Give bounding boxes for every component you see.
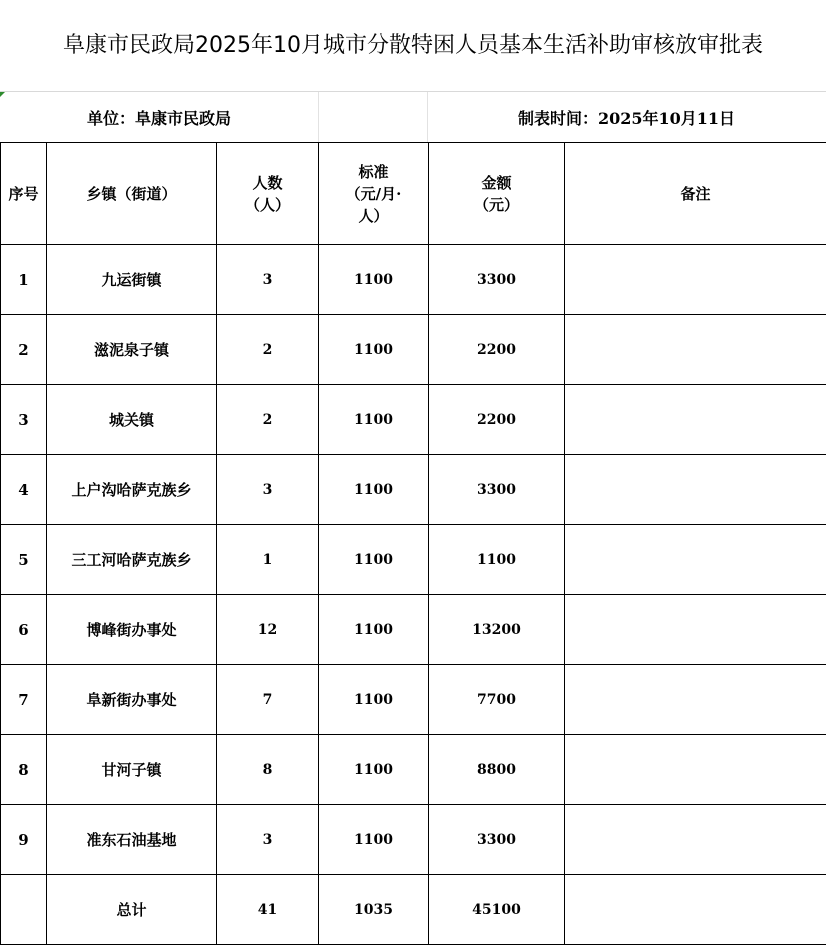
cell-standard: 1100: [319, 665, 429, 735]
unit-label: 单位：阜康市民政局: [86, 108, 231, 128]
cell-standard: 1100: [319, 595, 429, 665]
cell-people: 3: [217, 245, 319, 315]
cell-index: 3: [1, 385, 47, 455]
total-amount: 45100: [429, 875, 565, 945]
total-label: 总计: [47, 875, 217, 945]
table-row: [1, 735, 826, 805]
header-divider: [318, 92, 319, 142]
cell-standard: 1100: [319, 385, 429, 455]
cell-town: 准东石油基地: [47, 805, 217, 875]
cell-town: 阜新街办事处: [47, 665, 217, 735]
col-header-remark: 备注: [565, 143, 826, 245]
cell-amount: 1100: [429, 525, 565, 595]
cell-index: 5: [1, 525, 47, 595]
table-header-row: [1, 143, 826, 245]
cell-amount: 2200: [429, 385, 565, 455]
cell-remark: [565, 245, 826, 315]
table-row: [1, 315, 826, 385]
table-row: [1, 385, 826, 455]
table-row: [1, 665, 826, 735]
total-standard: 1035: [319, 875, 429, 945]
col-header-people-line: （人）: [244, 195, 290, 214]
data-table: [0, 142, 826, 945]
cell-index: 2: [1, 315, 47, 385]
cell-remark: [565, 735, 826, 805]
table-row: [1, 595, 826, 665]
cell-people: 2: [217, 385, 319, 455]
cell-amount: 3300: [429, 805, 565, 875]
cell-people: 3: [217, 455, 319, 525]
cell-town: 上户沟哈萨克族乡: [47, 455, 217, 525]
cell-town: 滋泥泉子镇: [47, 315, 217, 385]
cell-people: 3: [217, 805, 319, 875]
cell-town: 博峰街办事处: [47, 595, 217, 665]
cell-amount: 2200: [429, 315, 565, 385]
cell-amount: 3300: [429, 245, 565, 315]
cell-remark: [565, 595, 826, 665]
cell-index: 1: [1, 245, 47, 315]
cell-remark: [565, 805, 826, 875]
col-header-amount-line: 金额: [481, 173, 512, 192]
date-label: 制表时间：2025年10月11日: [517, 108, 736, 128]
col-header-people: [217, 143, 319, 245]
cell-index: 9: [1, 805, 47, 875]
table-row: [1, 245, 826, 315]
title-text: 阜康市民政局2025年10月城市分散特困人员基本生活补助审核放审批表: [63, 32, 763, 58]
cell-index: [1, 875, 47, 945]
col-header-standard: [319, 143, 429, 245]
cell-people: 12: [217, 595, 319, 665]
cell-people: 1: [217, 525, 319, 595]
col-header-amount-line: （元）: [473, 195, 519, 214]
col-header-standard-line: 人）: [358, 206, 389, 225]
page-title: [0, 0, 826, 92]
cell-town: 三工河哈萨克族乡: [47, 525, 217, 595]
cell-index: 8: [1, 735, 47, 805]
cell-remark: [565, 875, 826, 945]
table-row: [1, 805, 826, 875]
cell-standard: 1100: [319, 245, 429, 315]
cell-remark: [565, 455, 826, 525]
col-header-standard-line: （元/月·: [345, 184, 402, 203]
total-row: [1, 875, 826, 945]
cell-amount: 8800: [429, 735, 565, 805]
col-header-people-line: 人数: [252, 173, 283, 192]
cell-people: 8: [217, 735, 319, 805]
col-header-town: 乡镇（街道）: [47, 143, 217, 245]
cell-amount: 3300: [429, 455, 565, 525]
col-header-index: 序号: [1, 143, 47, 245]
cell-people: 7: [217, 665, 319, 735]
cell-standard: 1100: [319, 315, 429, 385]
cell-town: 甘河子镇: [47, 735, 217, 805]
cell-index: 6: [1, 595, 47, 665]
cell-standard: 1100: [319, 805, 429, 875]
table-row: [1, 455, 826, 525]
col-header-standard-line: 标准: [358, 162, 389, 181]
cell-amount: 13200: [429, 595, 565, 665]
table-row: [1, 525, 826, 595]
cell-remark: [565, 525, 826, 595]
cell-town: 城关镇: [47, 385, 217, 455]
cell-standard: 1100: [319, 525, 429, 595]
cell-standard: 1100: [319, 735, 429, 805]
sheet-header: [0, 92, 826, 142]
cell-town: 九运街镇: [47, 245, 217, 315]
col-header-amount: [429, 143, 565, 245]
cell-people: 2: [217, 315, 319, 385]
cell-index: 7: [1, 665, 47, 735]
cell-amount: 7700: [429, 665, 565, 735]
cell-standard: 1100: [319, 455, 429, 525]
cell-remark: [565, 315, 826, 385]
cell-remark: [565, 665, 826, 735]
cell-index: 4: [1, 455, 47, 525]
total-people: 41: [217, 875, 319, 945]
cell-remark: [565, 385, 826, 455]
